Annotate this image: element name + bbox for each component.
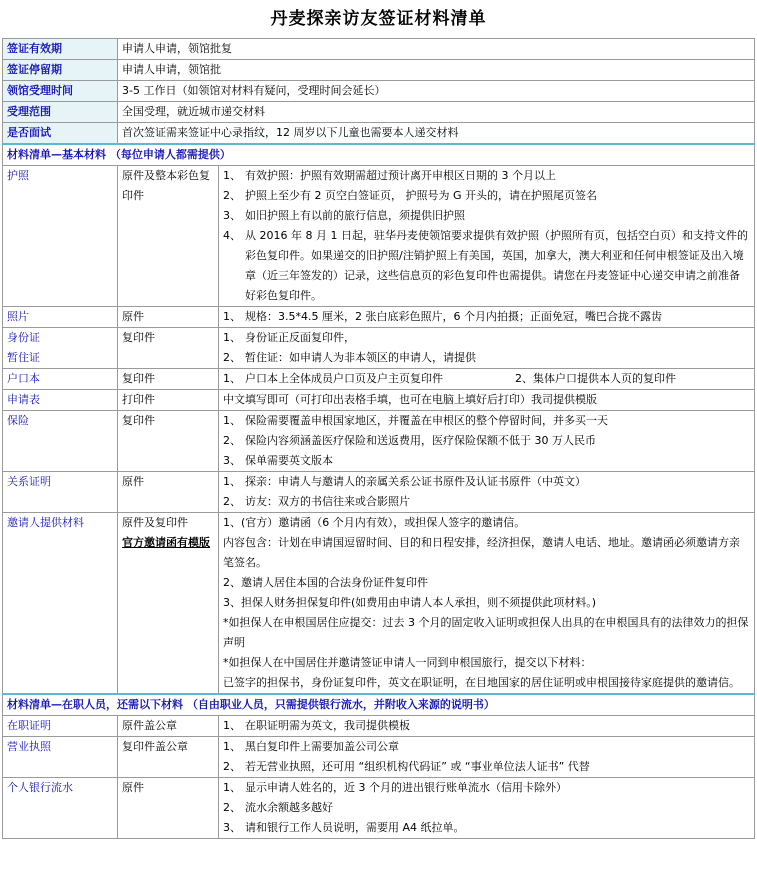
relation-label: 关系证明: [3, 472, 118, 513]
item-text: 请和银行工作人员说明，需要用 A4 纸拉单。: [245, 821, 465, 834]
idcard-label: 身份证: [7, 331, 40, 344]
item-text: 规格：3.5*4.5 厘米，2 张白底彩色照片，6 个月内拍摄；正面免冠，嘴巴合拢不露齿: [245, 310, 662, 323]
item-text: 户口本上全体成员户口页及户主页复印件: [245, 372, 443, 385]
license-type: 复印件盖公章: [118, 737, 219, 778]
item-number: 1、: [223, 372, 241, 385]
inviter-line: 内容包含：计划在申请国逗留时间、目的和日程安排，经济担保，邀请人电话、地址。邀请函必须邀请方亲笔签名。: [223, 536, 740, 569]
license-row: [3, 737, 755, 778]
photo-type: 原件: [118, 307, 219, 328]
info-label: 是否面试: [3, 123, 118, 145]
bank-label: 个人银行流水: [3, 778, 118, 839]
materials-table: [2, 38, 755, 839]
item-number: 2、: [223, 189, 241, 202]
item-text: 有效护照：护照有效期需超过预计离开申根区日期的 3 个月以上: [245, 169, 556, 182]
inviter-line: *如担保人在申根国居住应提交：过去 3 个月的固定收入证明或担保人出具的在申根国具有的法律效力的担保声明: [223, 616, 749, 649]
idcard-type: 复印件: [118, 328, 219, 369]
form-text: 中文填写即可（可打印出表格手填，也可在电脑上填好后打印）我司提供模版: [219, 390, 755, 411]
item-number: 4、: [223, 229, 241, 242]
employment-type: 原件盖公章: [118, 716, 219, 737]
list-item: [223, 348, 750, 368]
info-row: [3, 81, 755, 102]
inviter-line: 3、担保人财务担保复印件(如费用由申请人本人承担，则不须提供此项材料。): [223, 596, 597, 609]
info-label: 签证有效期: [3, 39, 118, 60]
item-text: 显示申请人姓名的，近 3 个月的进出银行账单流水（信用卡除外）: [245, 781, 567, 794]
item-text: 暂住证：如申请人为非本领区的申请人，请提供: [245, 351, 476, 364]
inviter-line: 已签字的担保书，身份证复印件，英文在职证明，在目地国家的居住证明或申根国接待家庭提供的邀请信。: [223, 676, 740, 689]
item-text: 访友：双方的书信往来或合影照片: [245, 495, 410, 508]
item-number: 1、: [223, 740, 241, 753]
item-number: 2、: [223, 351, 241, 364]
info-row: [3, 102, 755, 123]
item-text: 保险内容须涵盖医疗保险和送返费用，医疗保险保额不低于 30 万人民币: [245, 434, 596, 447]
item-text: 流水余额越多越好: [245, 801, 333, 814]
item-text: 2、集体户口提供本人页的复印件: [515, 372, 676, 385]
insurance-row: [3, 411, 755, 472]
item-number: 2、: [223, 495, 241, 508]
hukou-row: [3, 369, 755, 390]
info-row: [3, 39, 755, 60]
form-row: [3, 390, 755, 411]
employment-label: 在职证明: [3, 716, 118, 737]
list-item: [223, 166, 750, 186]
item-number: 3、: [223, 209, 241, 222]
insurance-label: 保险: [3, 411, 118, 472]
inviter-line: 1、(官方）邀请函（6 个月内有效），或担保人签字的邀请信。: [223, 516, 526, 529]
list-item: [223, 206, 750, 226]
passport-label: 护照: [3, 166, 118, 307]
item-number: 2、: [223, 801, 241, 814]
license-label: 营业执照: [3, 737, 118, 778]
inviter-line: *如担保人在中国居住并邀请签证申请人一同到申根国旅行，提交以下材料：: [223, 656, 592, 669]
employment-row: [3, 716, 755, 737]
item-text: 黑白复印件上需要加盖公司公章: [245, 740, 399, 753]
item-text: 若无营业执照，还可用 “组织机构代码证” 或 “事业单位法人证书” 代替: [245, 760, 590, 773]
list-item: [223, 186, 750, 206]
list-item: [223, 226, 750, 306]
item-number: 1、: [223, 781, 241, 794]
inviter-type-note: 官方邀请函有模版: [122, 536, 210, 549]
list-item: [223, 716, 750, 736]
form-type: 打印件: [118, 390, 219, 411]
hukou-label: 户口本: [3, 369, 118, 390]
passport-type: 原件及整本彩色复印件: [118, 166, 219, 307]
list-item: [223, 757, 750, 777]
item-text: 保险需要覆盖申根国家地区，并覆盖在申根区的整个停留时间，并多买一天: [245, 414, 608, 427]
item-number: 2、: [223, 434, 241, 447]
info-label: 领馆受理时间: [3, 81, 118, 102]
item-text: 在职证明需为英文，我司提供模板: [245, 719, 410, 732]
info-row: [3, 60, 755, 81]
list-item: [223, 307, 750, 327]
insurance-type: 复印件: [118, 411, 219, 472]
item-text: 如旧护照上有以前的旅行信息，须提供旧护照: [245, 209, 465, 222]
bank-type: 原件: [118, 778, 219, 839]
item-number: 1、: [223, 475, 241, 488]
item-text: 从 2016 年 8 月 1 日起，驻华丹麦使领馆要求提供有效护照（护照所有页，包括空白页）和支持文件的彩色复印件。如果递交的旧护照/注销护照上有美国，英国，加拿大，澳大利亚和任何申根签证及出入境章（近三年签发的）记录，这些信息页的彩色复印件也需提供。请您在丹麦签证中心递交申请之前准备好彩色复印件。: [245, 229, 748, 302]
info-value: 申请人申请，领馆批: [118, 60, 755, 81]
idcard-row: [3, 328, 755, 369]
list-item: [223, 328, 750, 348]
item-number: 2、: [223, 760, 241, 773]
section-header-row: [3, 144, 755, 166]
passport-row: [3, 166, 755, 307]
relation-type: 原件: [118, 472, 219, 513]
inviter-line: 2、邀请人居住本国的合法身份证件复印件: [223, 576, 428, 589]
section-employed-title: 材料清单—在职人员，还需以下材料 （自由职业人员，只需提供银行流水，并附收入来源的说明书）: [3, 694, 755, 716]
form-label: 申请表: [3, 390, 118, 411]
list-item: [223, 369, 750, 389]
item-text: 探亲：申请人与邀请人的亲属关系公证书原件及认证书原件（中英文）: [245, 475, 586, 488]
list-item: [223, 451, 750, 471]
info-label: 受理范围: [3, 102, 118, 123]
list-item: [223, 411, 750, 431]
item-number: 1、: [223, 169, 241, 182]
inviter-type: 原件及复印件: [122, 516, 188, 529]
photo-row: [3, 307, 755, 328]
residence-permit-label: 暂住证: [7, 351, 40, 364]
item-number: 1、: [223, 719, 241, 732]
info-value: 3-5 工作日（如领馆对材料有疑问，受理时间会延长）: [118, 81, 755, 102]
item-number: 3、: [223, 821, 241, 834]
list-item: [223, 492, 750, 512]
relation-row: [3, 472, 755, 513]
page-title: 丹麦探亲访友签证材料清单: [270, 9, 487, 29]
item-text: 护照上至少有 2 页空白签证页， 护照号为 G 开头的，请在护照尾页签名: [245, 189, 598, 202]
item-text: 保单需要英文版本: [245, 454, 333, 467]
photo-label: 照片: [3, 307, 118, 328]
list-item: [223, 818, 750, 838]
info-value: 申请人申请，领馆批复: [118, 39, 755, 60]
item-number: 1、: [223, 310, 241, 323]
list-item: [223, 778, 750, 798]
info-value: 首次签证需来签证中心录指纹，12 周岁以下儿童也需要本人递交材料: [118, 123, 755, 145]
list-item: [223, 737, 750, 757]
list-item: [223, 472, 750, 492]
inviter-label: 邀请人提供材料: [3, 513, 118, 695]
inviter-row: [3, 513, 755, 695]
list-item: [223, 431, 750, 451]
section-basic-title: 材料清单—基本材料 （每位申请人都需提供）: [3, 144, 755, 166]
hukou-type: 复印件: [118, 369, 219, 390]
bank-row: [3, 778, 755, 839]
info-value: 全国受理，就近城市递交材料: [118, 102, 755, 123]
info-label: 签证停留期: [3, 60, 118, 81]
item-number: 1、: [223, 414, 241, 427]
section-header-row: [3, 694, 755, 716]
list-item: [223, 798, 750, 818]
item-number: 3、: [223, 454, 241, 467]
item-number: 1、: [223, 331, 241, 344]
info-row: [3, 123, 755, 145]
item-text: 身份证正反面复印件，: [245, 331, 355, 344]
